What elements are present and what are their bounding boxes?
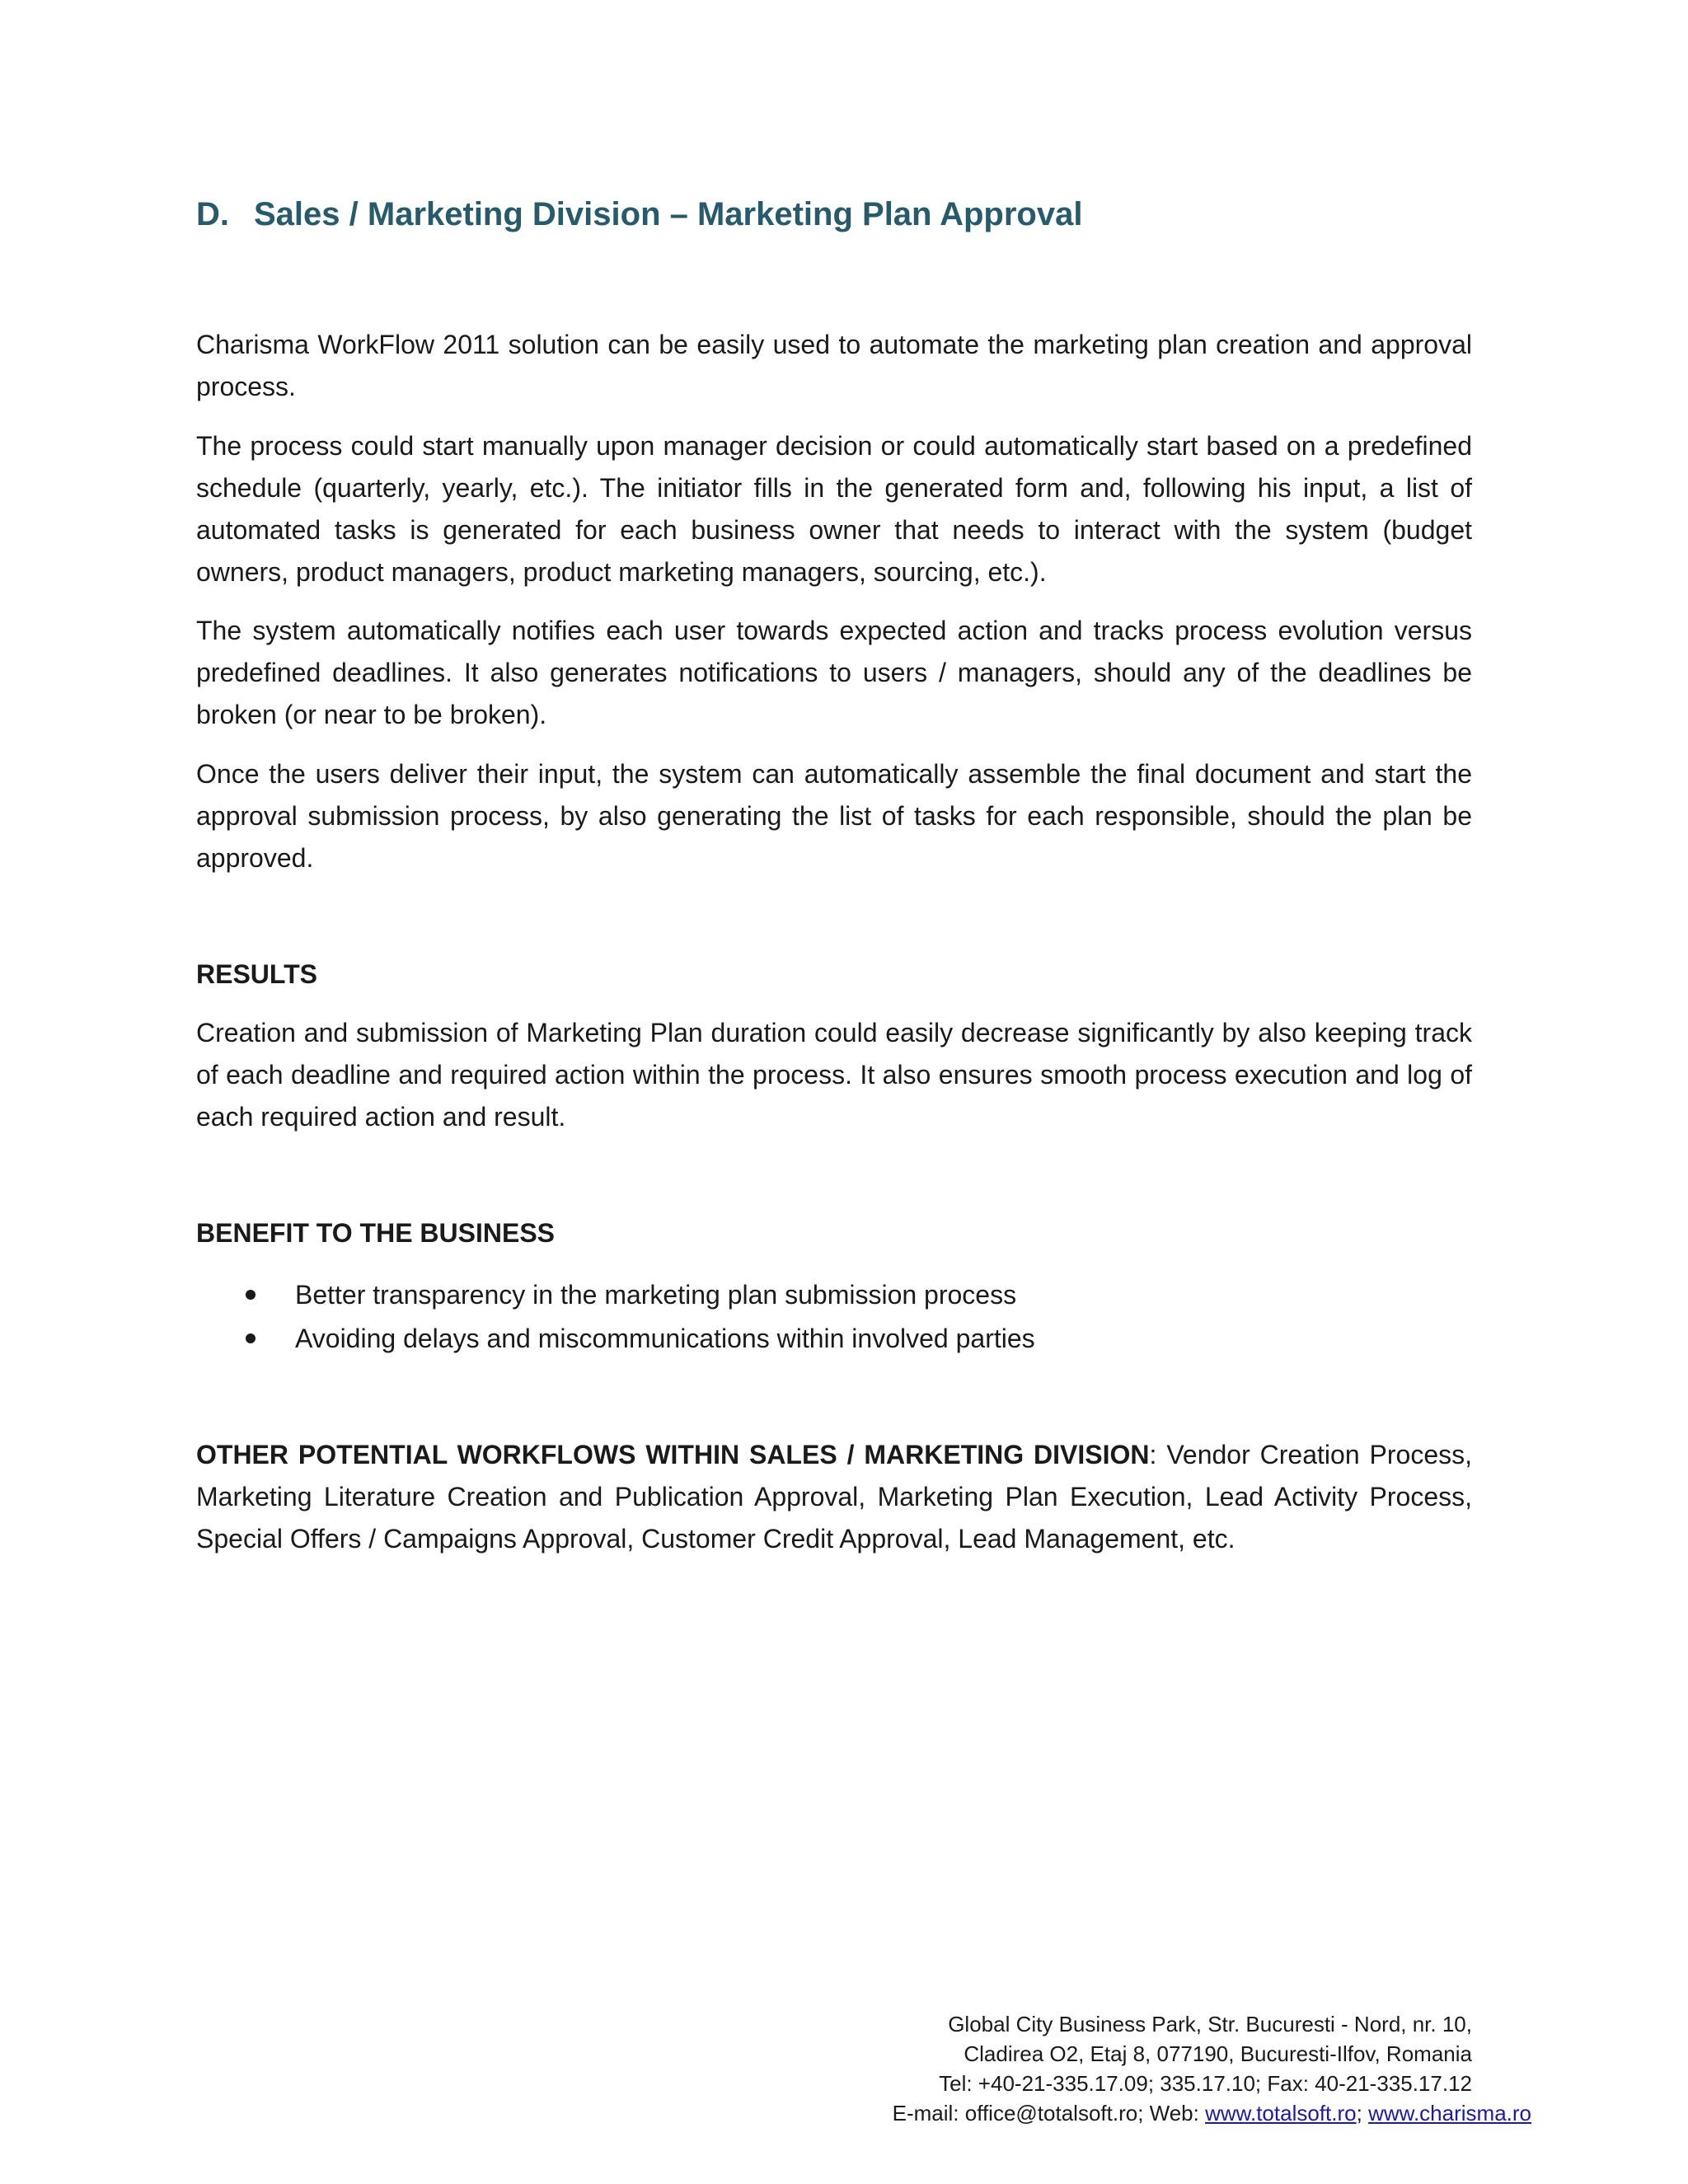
- approval-paragraph: Once the users deliver their input, the system can automatically assemble the final document and start the approval submission process, by also generating the list of tasks for each responsible, should the plan be approved.: [196, 759, 1472, 873]
- results-title: RESULTS: [196, 959, 317, 989]
- benefit-item-text: Better transparency in the marketing plan submission process: [295, 1280, 1017, 1310]
- charisma-link[interactable]: www.charisma.ro: [1368, 2101, 1531, 2125]
- totalsoft-link[interactable]: www.totalsoft.ro: [1205, 2101, 1357, 2125]
- benefit-item-text: Avoiding delays and miscommunications within involved parties: [295, 1324, 1035, 1353]
- footer-separator: ;: [1356, 2101, 1369, 2125]
- footer-phone-line: Tel: +40-21-335.17.09; 335.17.10; Fax: 40-21-335.17.12: [939, 2071, 1472, 2096]
- benefit-list: [196, 1273, 1035, 1361]
- footer-email-prefix: E-mail: office@totalsoft.ro; Web:: [892, 2101, 1206, 2125]
- process-paragraph: The process could start manually upon manager decision or could automatically start based on a predefined schedule (quarterly, yearly, etc.). The initiator fills in the generated form and, following his input, a list of automated tasks is generated for each business owner that needs to interact with the system (budget owners, product managers, product marketing managers, sourcing, etc.).: [196, 431, 1472, 587]
- footer-address-line1: Global City Business Park, Str. Bucuresti - Nord, nr. 10,: [948, 2012, 1472, 2036]
- section-heading: [196, 196, 1082, 233]
- footer-address-line2: Cladirea O2, Etaj 8, 077190, Bucuresti-Ilfov, Romania: [964, 2041, 1472, 2066]
- benefit-title: BENEFIT TO THE BUSINESS: [196, 1218, 556, 1248]
- intro-paragraph: Charisma WorkFlow 2011 solution can be easily used to automate the marketing plan creation and approval process.: [196, 330, 1472, 401]
- other-workflows-text: : Vendor Creation Process, Marketing Literature Creation and Publication Approval, Marketing Plan Execution, Lead Activity Process, Special Offers / Campaigns Approval, Customer Credit Approval, Lead Management, etc.: [196, 1440, 1473, 1554]
- other-workflows-label: OTHER POTENTIAL WORKFLOWS WITHIN SALES / MARKETING DIVISION: [196, 1440, 1150, 1469]
- bullet-icon: [246, 1333, 256, 1343]
- footer-address: [892, 2009, 1531, 2128]
- bullet-icon: [246, 1290, 256, 1300]
- other-workflows-paragraph: [196, 1434, 1472, 1560]
- list-item: [196, 1317, 1035, 1361]
- footer-contact-line: [893, 2098, 1531, 2128]
- notification-paragraph: The system automatically notifies each user towards expected action and tracks process evolution versus predefined deadlines. It also generates notifications to users / managers, should any of the deadlines be broken (or near to be broken).: [196, 616, 1472, 729]
- section-title: Sales / Marketing Division – Marketing Plan Approval: [254, 196, 1083, 232]
- results-paragraph: Creation and submission of Marketing Plan duration could easily decrease significantly by also keeping track of each deadline and required action within the process. It also ensures smooth process execution and log of each required action and result.: [196, 1018, 1472, 1132]
- list-item: [196, 1273, 1035, 1317]
- section-letter: D.: [196, 196, 229, 232]
